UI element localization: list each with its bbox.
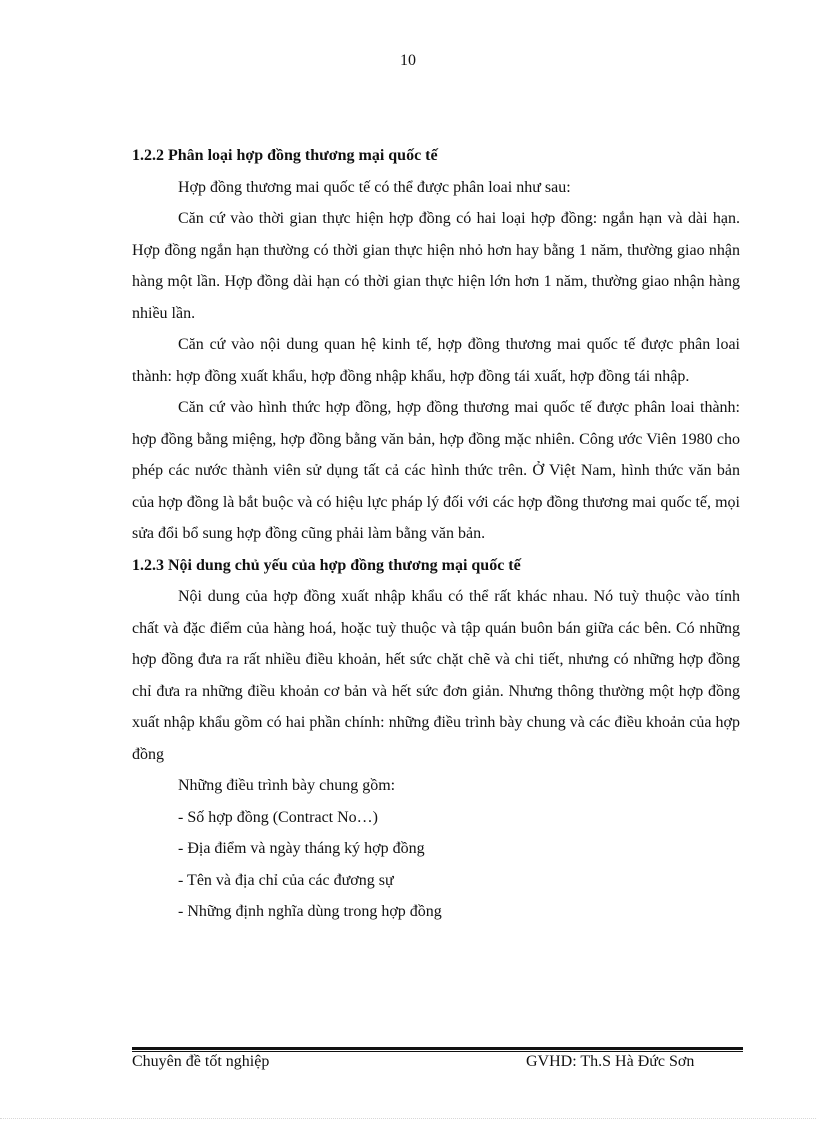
list-item: - Số hợp đồng (Contract No…): [178, 808, 378, 826]
page-bottom-border: [0, 1118, 816, 1119]
paragraph: Căn cứ vào nội dung quan hệ kinh tế, hợp đồng thương mai quốc tế được phân loai thành: hợp đồng xuất khẩu, hợp đồng nhập khẩu, hợp đồng tái xuất, hợp đồng tái nhập.: [132, 336, 740, 385]
paragraph: Những điều trình bày chung gồm:: [178, 777, 396, 794]
section-heading-1-2-2: 1.2.2 Phân loại hợp đồng thương mại quốc tế: [132, 147, 438, 164]
footer-title: Chuyên đề tốt nghiệp: [132, 1053, 270, 1070]
section-heading-1-2-3: 1.2.3 Nội dung chủ yếu của hợp đồng thương mại quốc tế: [132, 556, 521, 574]
page-number: 10: [400, 52, 416, 69]
document-body: [132, 140, 740, 928]
paragraph: Căn cứ vào hình thức hợp đồng, hợp đồng thương mai quốc tế được phân loai thành: hợp đồng bằng miệng, hợp đồng bằng văn bản, hợp đồng mặc nhiên. Công ước Viên 1980 cho phép các nước thành viên sử dụng tất cả các hình thức trên. Ở Việt Nam, hình thức văn bản của hợp đồng là bắt buộc và có hiệu lực pháp lý đối với các hợp đồng thương mai quốc tế, mọi sửa đổi bổ sung hợp đồng cũng phải làm bằng văn bản.: [132, 399, 740, 542]
paragraph: Căn cứ vào thời gian thực hiện hợp đồng có hai loại hợp đồng: ngắn hạn và dài hạn. Hợp đồng ngắn hạn thường có thời gian thực hiện nhỏ hơn hay bằng 1 năm, thường giao nhận hàng một lần. Hợp đồng dài hạn có thời gian thực hiện lớn hơn 1 năm, thường giao nhận hàng nhiều lần.: [132, 210, 740, 322]
paragraph: Nội dung của hợp đồng xuất nhập khẩu có thể rất khác nhau. Nó tuỳ thuộc vào tính chất và đặc điểm của hàng hoá, hoặc tuỳ thuộc và tập quán buôn bán giữa các bên. Có những hợp đồng đưa ra rất nhiều điều khoản, hết sức chặt chẽ và chi tiết, nhưng có những hợp đồng chỉ đưa ra những điều khoản cơ bản và hết sức đơn giản. Nhưng thông thường một hợp đồng xuất nhập khẩu gồm có hai phần chính: những điều trình bày chung và các điều khoản của hợp đồng: [132, 588, 740, 763]
list-item: - Những định nghĩa dùng trong hợp đồng: [178, 903, 442, 920]
list-item: - Địa điểm và ngày tháng ký hợp đồng: [178, 840, 425, 857]
footer-supervisor: GVHD: Th.S Hà Đức Sơn: [526, 1053, 695, 1070]
paragraph: Hợp đồng thương mai quốc tế có thể được phân loai như sau:: [178, 178, 571, 196]
list-item: - Tên và địa chỉ của các đương sự: [178, 871, 394, 889]
